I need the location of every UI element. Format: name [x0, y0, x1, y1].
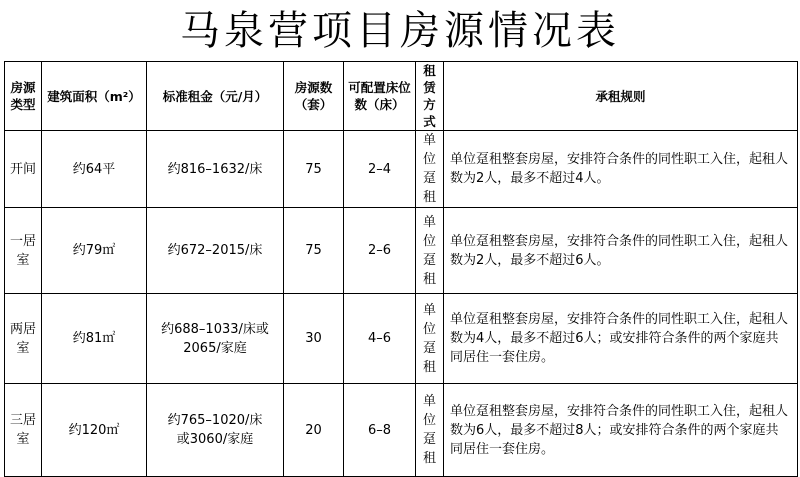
cell-rent: 约816–1632/床 — [147, 131, 284, 208]
cell-beds: 2–6 — [344, 208, 416, 294]
cell-rule: 单位趸租整套房屋，安排符合条件的同性职工入住，起租人数为4人，最多不超过6人；或安排符合条件的两个家庭共同居住一套住房。 — [444, 294, 798, 384]
cell-rent: 约672–2015/床 — [147, 208, 284, 294]
cell-type: 三居室 — [5, 384, 42, 477]
header-rent: 标准租金（元/月） — [147, 62, 284, 131]
cell-beds: 2–4 — [344, 131, 416, 208]
cell-rent: 约765–1020/床 或3060/家庭 — [147, 384, 284, 477]
cell-count: 20 — [284, 384, 344, 477]
header-area: 建筑面积（m²） — [42, 62, 147, 131]
cell-rent: 约688–1033/床或2065/家庭 — [147, 294, 284, 384]
cell-type: 开间 — [5, 131, 42, 208]
cell-area: 约81㎡ — [42, 294, 147, 384]
table-row — [5, 384, 798, 477]
cell-beds: 4–6 — [344, 294, 416, 384]
page-title: 马泉营项目房源情况表 — [180, 8, 620, 54]
cell-type: 一居室 — [5, 208, 42, 294]
housing-table — [4, 61, 798, 477]
cell-rule: 单位趸租整套房屋，安排符合条件的同性职工入住，起租人数为6人，最多不超过8人；或安排符合条件的两个家庭共同居住一套住房。 — [444, 384, 798, 477]
header-type: 房源类型 — [5, 62, 42, 131]
table-row — [5, 131, 798, 208]
table-row — [5, 294, 798, 384]
cell-rule: 单位趸租整套房屋，安排符合条件的同性职工入住，起租人数为2人，最多不超过4人。 — [444, 131, 798, 208]
cell-count: 30 — [284, 294, 344, 384]
cell-count: 75 — [284, 131, 344, 208]
cell-type: 两居室 — [5, 294, 42, 384]
header-rule: 承租规则 — [444, 62, 798, 131]
cell-area: 约120㎡ — [42, 384, 147, 477]
cell-mode: 单位趸租 — [416, 294, 444, 384]
cell-mode: 单位趸租 — [416, 384, 444, 477]
cell-mode: 单位趸租 — [416, 208, 444, 294]
cell-area: 约79㎡ — [42, 208, 147, 294]
header-row — [5, 62, 798, 131]
cell-beds: 6–8 — [344, 384, 416, 477]
cell-count: 75 — [284, 208, 344, 294]
cell-mode: 单位趸租 — [416, 131, 444, 208]
header-beds: 可配置床位数（床） — [344, 62, 416, 131]
table-row — [5, 208, 798, 294]
cell-rule: 单位趸租整套房屋，安排符合条件的同性职工入住，起租人数为2人，最多不超过6人。 — [444, 208, 798, 294]
header-mode: 租赁方式 — [416, 62, 444, 131]
header-count: 房源数（套） — [284, 62, 344, 131]
cell-area: 约64平 — [42, 131, 147, 208]
